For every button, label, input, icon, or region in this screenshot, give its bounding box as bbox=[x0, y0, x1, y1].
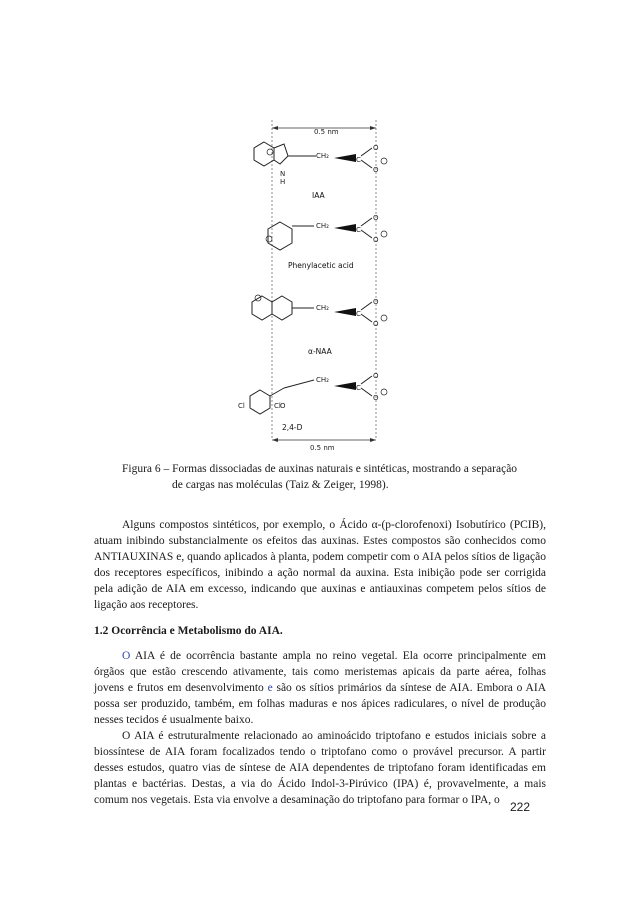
paragraph-2-text: O AIA é de ocorrência bastante ampla no reino vegetal. Ela ocorre principalmente em órgãos que estão crescendo ativamente, tais como meristemas apicais da parte aérea, folhas jovens e frutos em desenvolvimento e são os sítios primários da síntese de AIA. Embora o AIA possa ser produzido, também, em folhas maduras e nos ápices radiculares, o nível de produção nesses tecidos é usualmente baixo. bbox=[94, 650, 546, 726]
svg-text:C: C bbox=[356, 226, 361, 234]
paragraph-antiauxins bbox=[94, 517, 546, 613]
svg-text:CH₂: CH₂ bbox=[316, 304, 329, 312]
paragraph-occurrence bbox=[94, 648, 546, 808]
auxin-structures-diagram bbox=[236, 118, 406, 453]
svg-text:CH₂: CH₂ bbox=[316, 152, 329, 160]
two-four-d-molecule bbox=[238, 372, 387, 432]
alpha-naa-label: α-NAA bbox=[308, 347, 332, 356]
paragraph-3-text: O AIA é estruturalmente relacionado ao aminoácido triptofano e estudos iniciais sobre a biossíntese de AIA foram focalizados tendo o triptofano como o provável precursor. A partir desses estudos, quatro vias de síntese de AIA dependentes de triptofano foram identificadas em plantas e bactérias. Destas, a via do Ácido Indol-3-Pirúvico (IPA) é, provavelmente, a mais comum nos vegetais. Esta via envolve a desaminação do triptofano para formar o IPA, o bbox=[94, 730, 546, 806]
caption-line-2: de cargas nas moléculas (Taiz & Zeiger, 1998). bbox=[172, 479, 389, 491]
svg-text:O: O bbox=[373, 394, 379, 402]
figure-caption bbox=[122, 461, 552, 493]
svg-text:C: C bbox=[356, 156, 361, 164]
highlight-mid: e bbox=[267, 682, 273, 694]
svg-text:O: O bbox=[373, 236, 379, 244]
svg-text:O: O bbox=[373, 320, 379, 328]
svg-text:O: O bbox=[373, 372, 379, 380]
svg-text:O: O bbox=[373, 166, 379, 174]
page-number: 222 bbox=[510, 800, 531, 814]
iaa-label: IAA bbox=[312, 191, 325, 200]
distance-label-top: 0.5 nm bbox=[314, 128, 339, 136]
svg-text:CH₂: CH₂ bbox=[316, 222, 329, 230]
phenylacetic-acid-label: Phenylacetic acid bbox=[288, 261, 354, 270]
two-four-d-label: 2,4-D bbox=[282, 423, 303, 432]
section-heading: 1.2 Ocorrência e Metabolismo do AIA. bbox=[94, 625, 283, 637]
svg-text:O: O bbox=[373, 214, 379, 222]
svg-text:C: C bbox=[356, 310, 361, 318]
svg-text:Cl: Cl bbox=[238, 402, 245, 410]
svg-text:H: H bbox=[280, 178, 286, 186]
iaa-molecule bbox=[254, 142, 387, 200]
auxin-structures-figure bbox=[236, 118, 406, 453]
distance-label-bottom: 0.5 nm bbox=[310, 444, 335, 452]
svg-text:CH₂: CH₂ bbox=[316, 376, 329, 384]
svg-text:O: O bbox=[373, 144, 379, 152]
caption-line-1: Figura 6 – Formas dissociadas de auxinas naturais e sintéticas, mostrando a separação bbox=[122, 463, 518, 475]
phenylacetic-acid-molecule bbox=[266, 214, 387, 270]
svg-text:C: C bbox=[356, 384, 361, 392]
svg-text:O: O bbox=[280, 402, 286, 410]
svg-text:O: O bbox=[373, 298, 379, 306]
svg-text:Cl: Cl bbox=[274, 402, 281, 410]
paragraph-1-text: Alguns compostos sintéticos, por exemplo, o Ácido α-(p-clorofenoxi) Isobutírico (PCIB), atuam inibindo substancialmente os efeitos das auxinas. Estes compostos são conhecidos como ANTIAUXINAS e, quando aplicados à planta, podem competir com o AIA pelos sítios de ligação dos receptores específicos, inibindo a ação normal da auxina. Esta inibição pode ser corrigida pela adição de AIA em excesso, indicando que auxinas e antiauxinas competem pelos sítios de ligação aos receptores. bbox=[94, 519, 546, 611]
highlight-start: O bbox=[122, 650, 131, 662]
svg-text:N: N bbox=[280, 170, 286, 178]
